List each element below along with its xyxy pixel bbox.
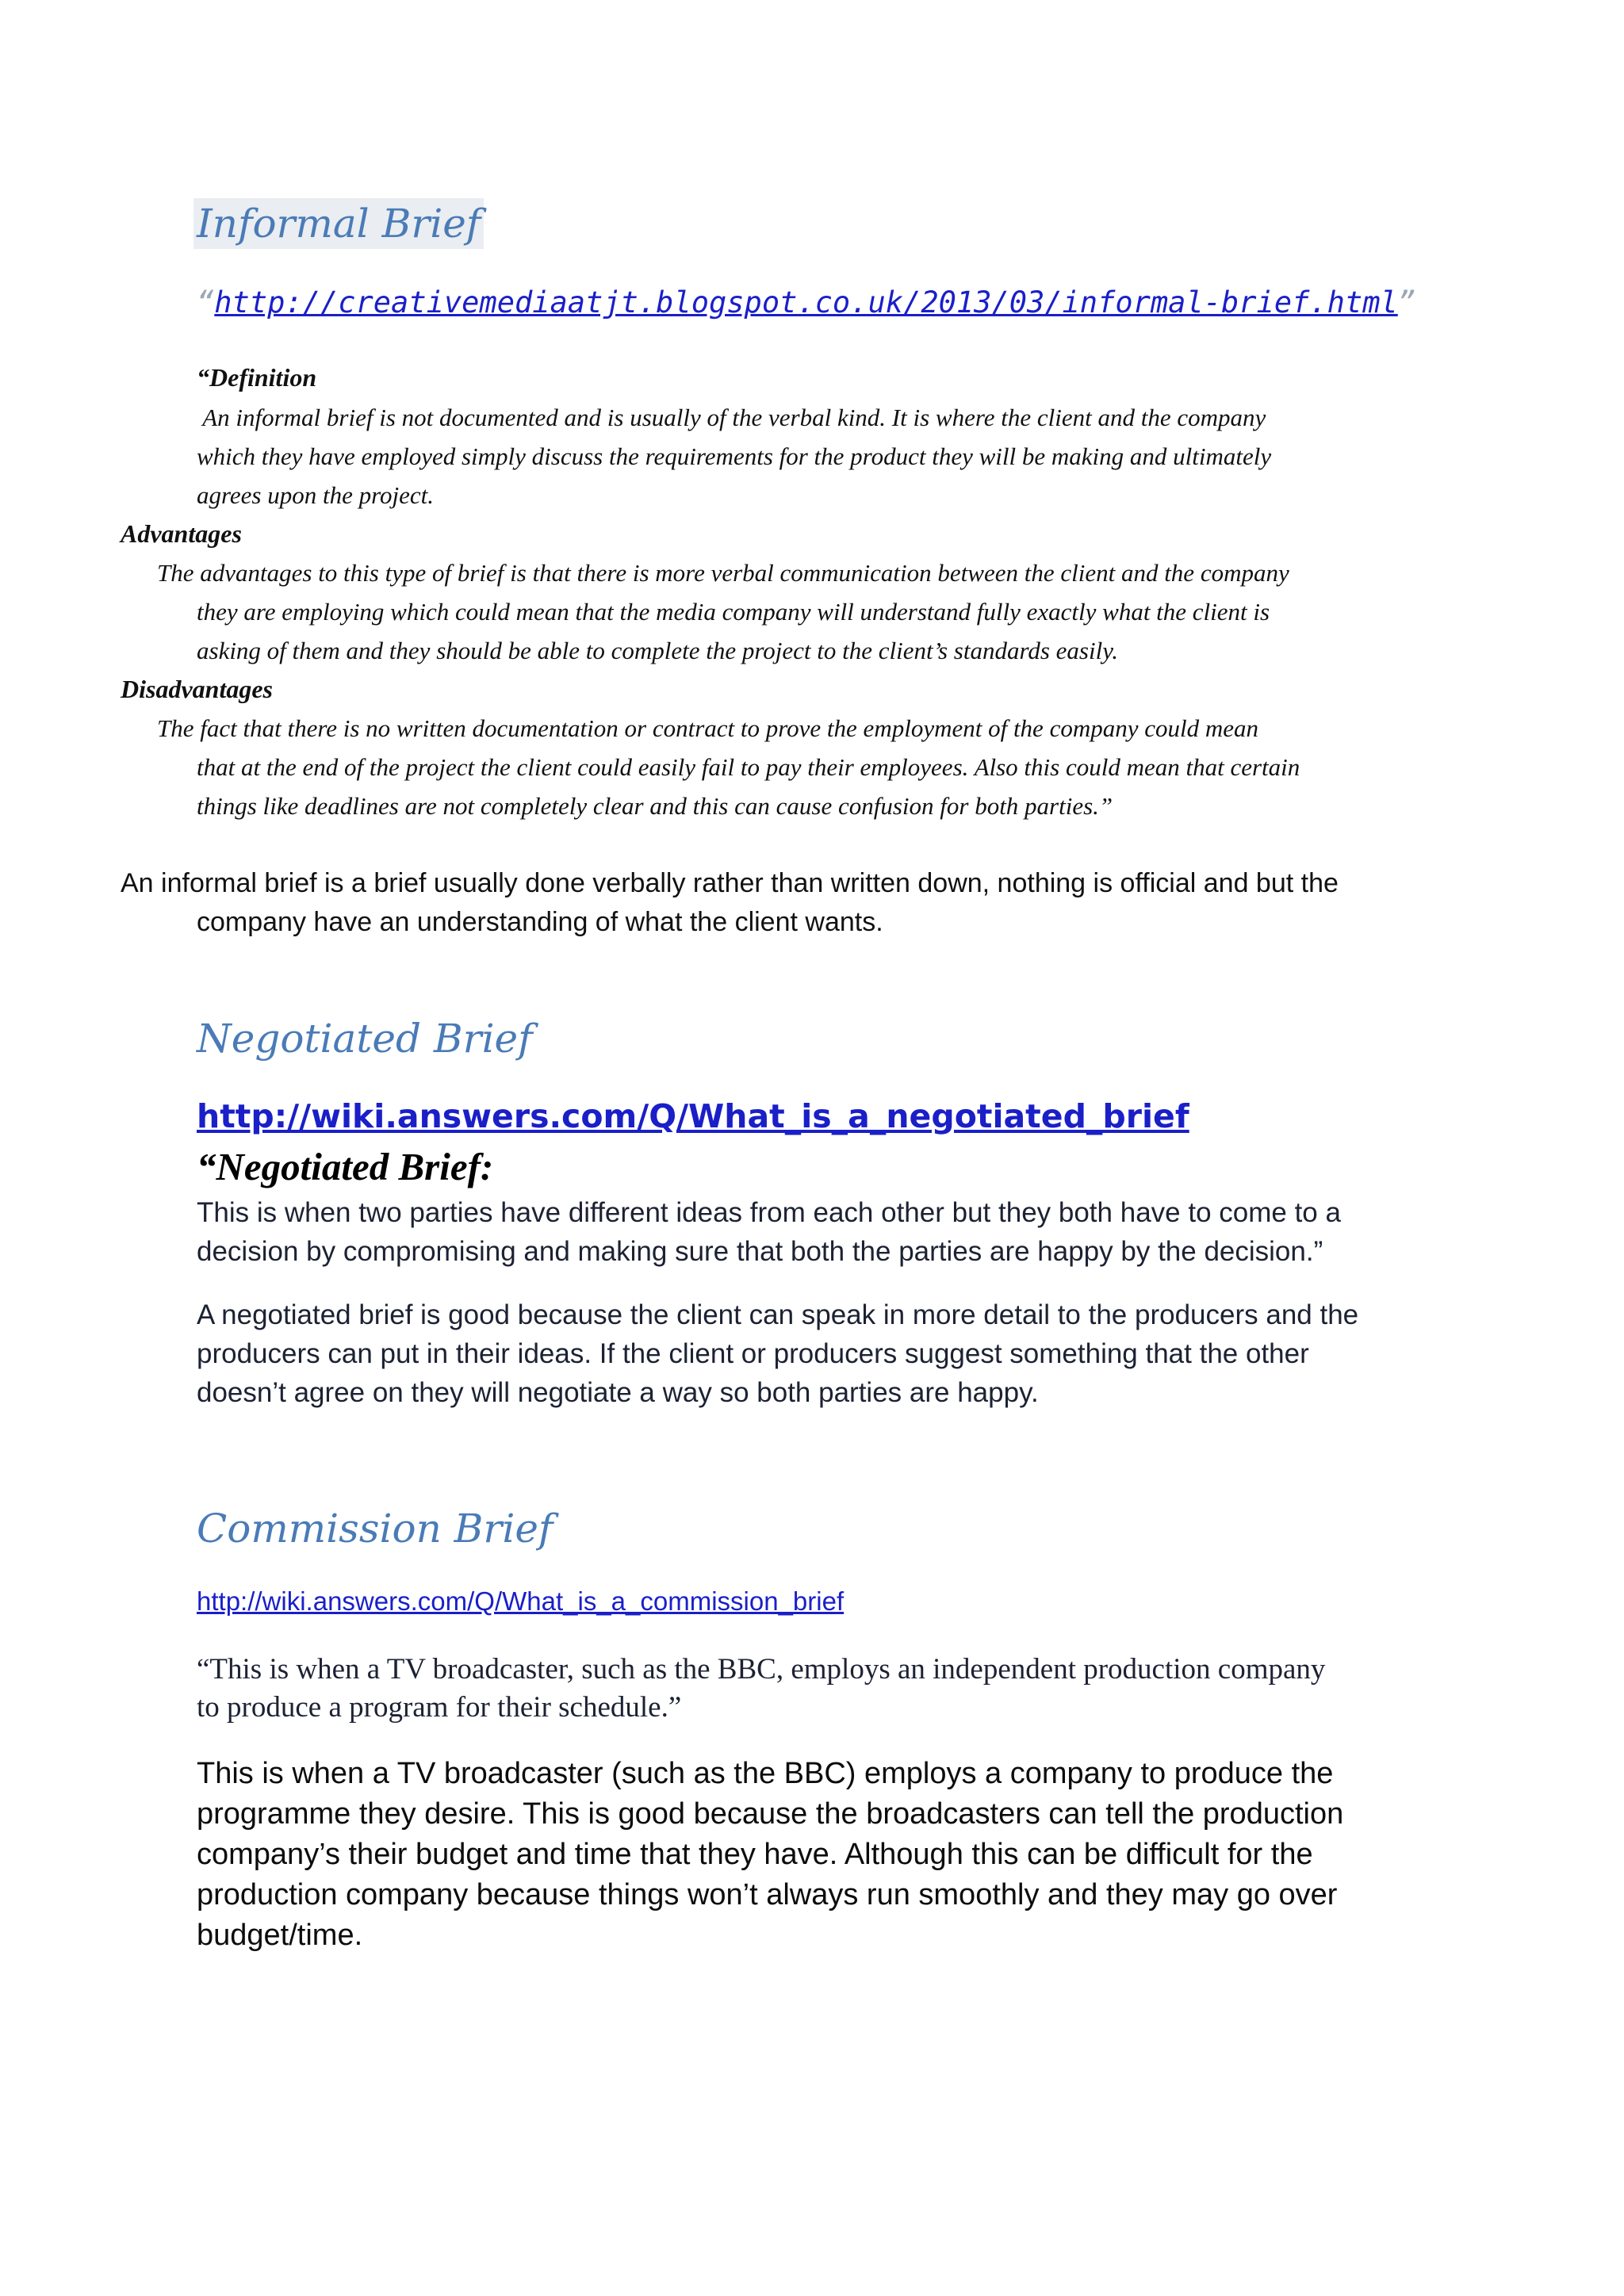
definition-line-1: An informal brief is not documented and is usually of the verbal kind. It is where the client and the company — [197, 404, 1266, 431]
definition-line-3: agrees upon the project. — [197, 481, 435, 509]
informal-brief-heading: Informal Brief — [193, 198, 484, 249]
disadvantages-line-1: The fact that there is no written documentation or contract to prove the employment of the company could mean — [157, 714, 1258, 742]
commission-summary-line-2: programme they desire. This is good because the broadcasters can tell the production — [197, 1797, 1344, 1831]
disadvantages-label: Disadvantages — [121, 675, 273, 703]
close-quote: ” — [1397, 285, 1416, 320]
disadvantages-line-3: things like deadlines are not completely clear and this can cause confusion for both parties.” — [197, 792, 1113, 820]
negotiated-summary-line-3: doesn’t agree on they will negotiate a way so both parties are happy. — [197, 1377, 1039, 1408]
negotiated-brief-heading: Negotiated Brief — [197, 1016, 533, 1062]
commission-quote-line-1: “This is when a TV broadcaster, such as the BBC, employs an independent production company — [197, 1653, 1326, 1686]
advantages-line-1: The advantages to this type of brief is that there is more verbal communication between the client and the company — [157, 559, 1289, 587]
commission-brief-heading: Commission Brief — [197, 1506, 553, 1552]
definition-line-2: which they have employed simply discuss the requirements for the product they will be making and ultimately — [197, 442, 1272, 470]
negotiated-quote-title: “Negotiated Brief: — [197, 1145, 494, 1188]
commission-summary-line-5: budget/time. — [197, 1919, 363, 1952]
negotiated-quote-line-2: decision by compromising and making sure that both the parties are happy by the decision.” — [197, 1236, 1323, 1267]
negotiated-source-link[interactable]: http://wiki.answers.com/Q/What_is_a_negotiated_brief — [197, 1097, 1189, 1135]
informal-source-link[interactable]: http://creativemediaatjt.blogspot.co.uk/2013/03/informal-brief.html — [214, 285, 1398, 320]
disadvantages-line-2: that at the end of the project the client could easily fail to pay their employees. Also this could mean that certain — [197, 753, 1300, 781]
commission-summary-line-3: company’s their budget and time that they have. Although this can be difficult for the — [197, 1838, 1313, 1871]
advantages-label: Advantages — [121, 519, 242, 548]
informal-summary-line-1: An informal brief is a brief usually done verbally rather than written down, nothing is official and but the — [121, 868, 1339, 898]
advantages-line-2: they are employing which could mean that the media company will understand fully exactly what the client is — [197, 598, 1270, 626]
negotiated-summary-line-1: A negotiated brief is good because the client can speak in more detail to the producers and the — [197, 1299, 1359, 1330]
commission-summary-line-1: This is when a TV broadcaster (such as the BBC) employs a company to produce the — [197, 1757, 1334, 1790]
definition-label: “Definition — [197, 363, 317, 392]
informal-summary-line-2: company have an understanding of what the client wants. — [197, 907, 883, 937]
advantages-line-3: asking of them and they should be able to complete the project to the client’s standards easily. — [197, 637, 1119, 664]
open-quote: “ — [197, 285, 215, 320]
commission-source-link[interactable]: http://wiki.answers.com/Q/What_is_a_commission_brief — [197, 1586, 845, 1616]
negotiated-summary-line-2: producers can put in their ideas. If the client or producers suggest something that the other — [197, 1338, 1309, 1369]
negotiated-quote-line-1: This is when two parties have different ideas from each other but they both have to come to a — [197, 1197, 1341, 1228]
commission-summary-line-4: production company because things won’t always run smoothly and they may go over — [197, 1878, 1338, 1911]
commission-quote-line-2: to produce a program for their schedule.” — [197, 1691, 682, 1724]
informal-source-line — [197, 282, 1415, 323]
